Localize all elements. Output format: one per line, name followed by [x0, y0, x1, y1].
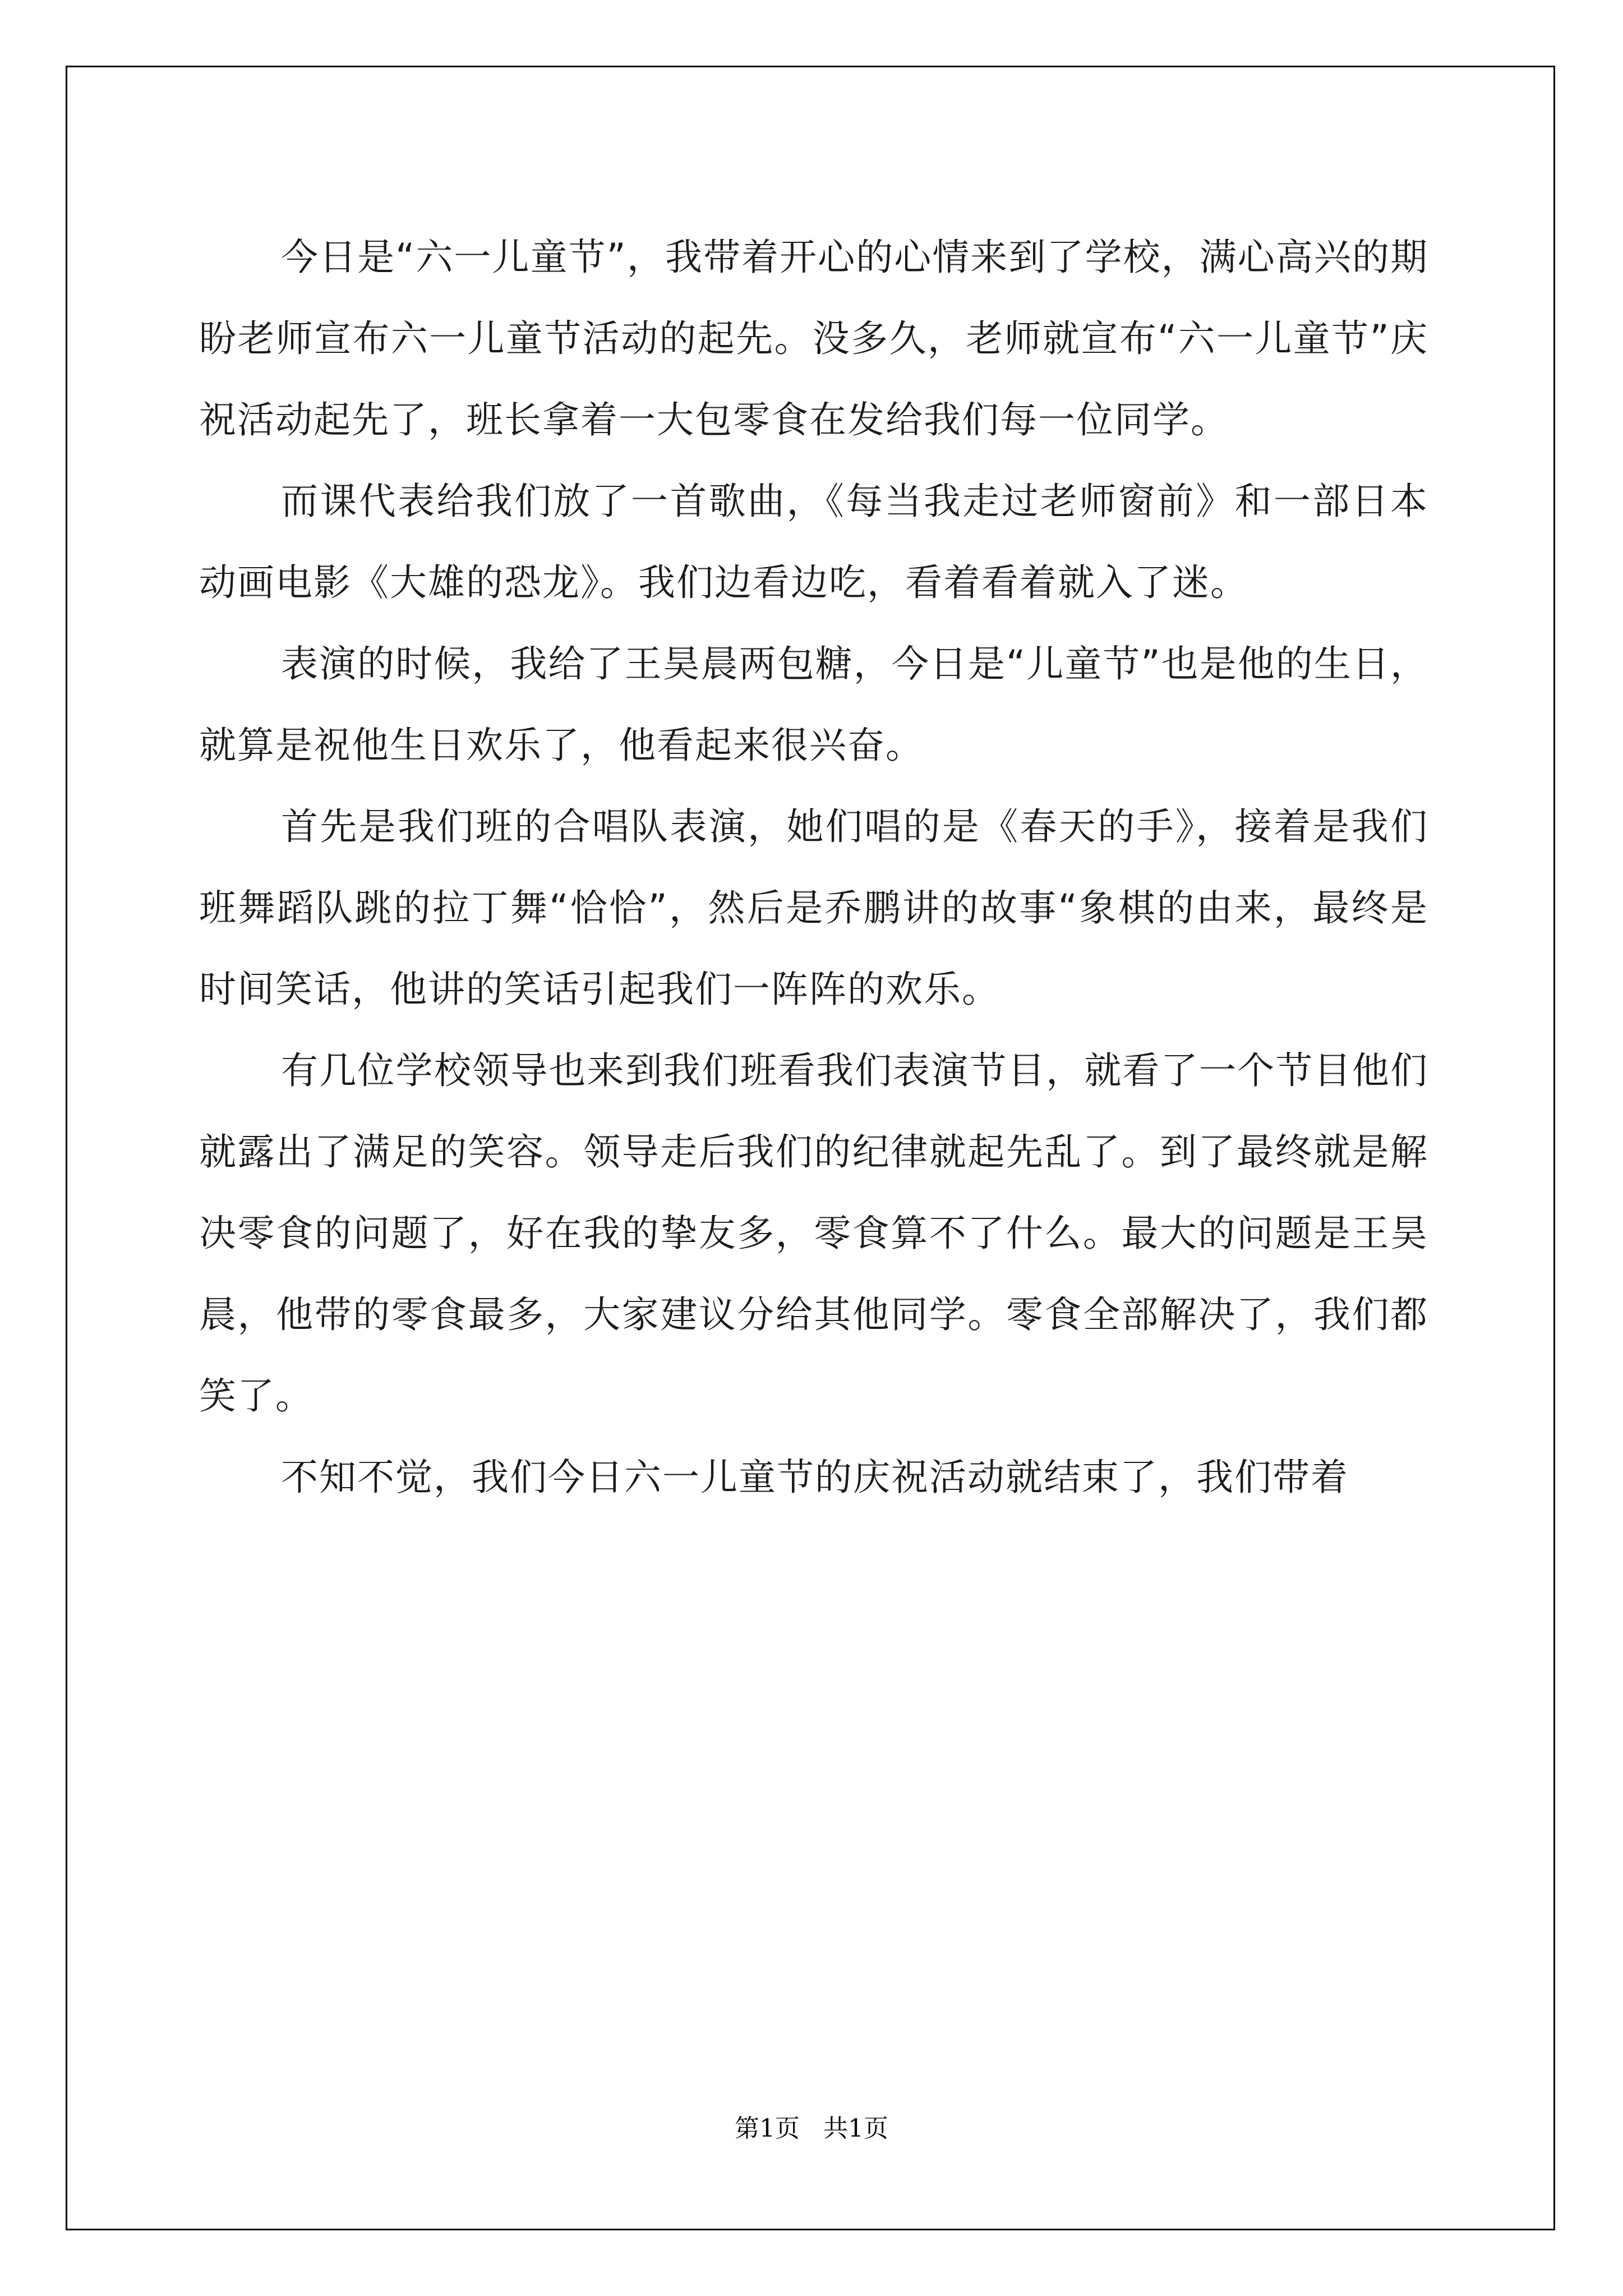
page-number-footer: 第1页 共1页	[735, 2114, 888, 2143]
paragraph: 首先是我们班的合唱队表演，她们唱的是《春天的手》，接着是我们班舞蹈队跳的拉丁舞“恰恰”，然后是乔鹏讲的故事“象棋的由来，最终是时间笑话，他讲的笑话引起我们一阵阵的欢乐。	[199, 805, 1428, 1011]
paragraph: 表演的时候，我给了王昊晨两包糖，今日是“儿童节”也是他的生日，就算是祝他生日欢乐了，他看起来很兴奋。	[199, 642, 1428, 767]
document-body	[199, 217, 1428, 1518]
paragraph: 有几位学校领导也来到我们班看我们表演节目，就看了一个节目他们就露出了满足的笑容。领导走后我们的纪律就起先乱了。到了最终就是解决零食的问题了，好在我的挚友多，零食算不了什么。最大的问题是王昊晨，他带的零食最多，大家建议分给其他同学。零食全部解决了，我们都笑了。	[199, 1049, 1428, 1418]
paragraph: 不知不觉，我们今日六一儿童节的庆祝活动就结束了，我们带着	[281, 1456, 1349, 1499]
paragraph: 今日是“六一儿童节”，我带着开心的心情来到了学校，满心高兴的期盼老师宣布六一儿童节活动的起先。没多久，老师就宣布“六一儿童节”庆祝活动起先了，班长拿着一大包零食在发给我们每一位同学。	[199, 236, 1428, 441]
paragraph: 而课代表给我们放了一首歌曲，《每当我走过老师窗前》和一部日本动画电影《大雄的恐龙》。我们边看边吃，看着看着就入了迷。	[199, 480, 1428, 604]
